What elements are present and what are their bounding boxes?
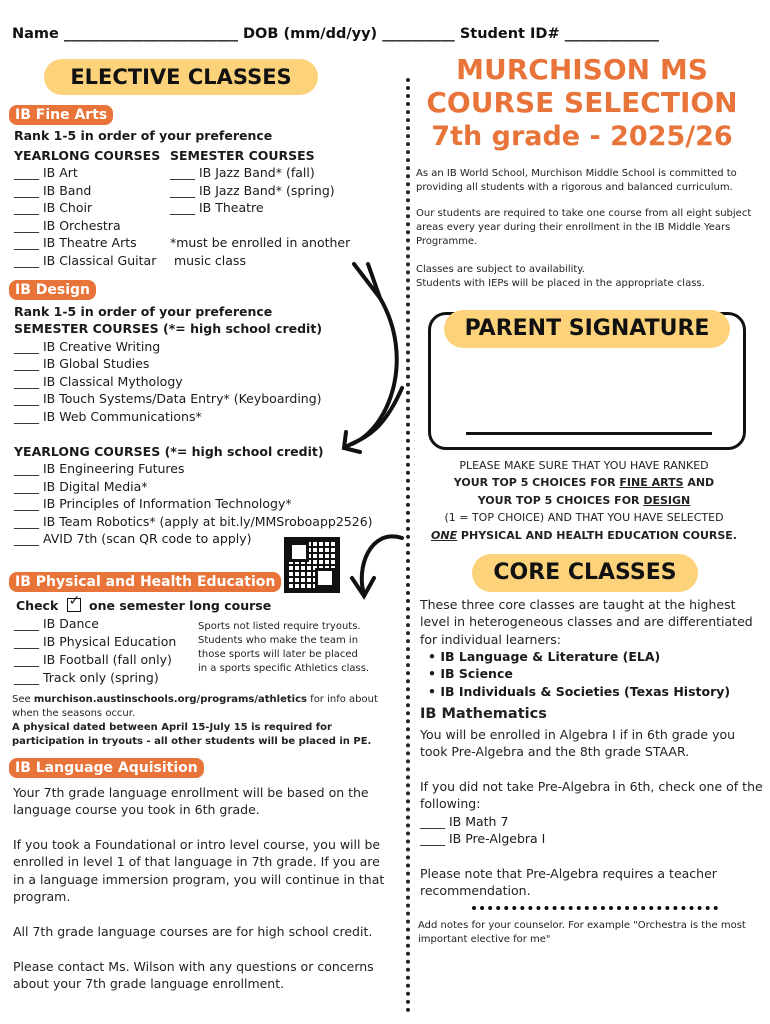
fine-arts-yearlong-5[interactable]: ____ IB Classical Guitar xyxy=(14,253,157,268)
name-field[interactable]: ________________________ xyxy=(63,26,238,42)
student-id-field[interactable]: _____________ xyxy=(564,26,659,42)
design-yearlong-0[interactable]: ____ IB Engineering Futures xyxy=(14,461,185,476)
one-emphasis: ONE xyxy=(431,528,458,542)
signature-line xyxy=(466,432,712,435)
pe-item-1[interactable]: ____ IB Physical Education xyxy=(14,634,177,649)
design-yearlong-header: YEARLONG COURSES (*= high school credit) xyxy=(14,444,324,459)
design-yearlong-1[interactable]: ____ IB Digital Media* xyxy=(14,479,148,494)
fine-arts-yearlong-4[interactable]: ____ IB Theatre Arts xyxy=(14,235,137,250)
pe-check-pre: Check xyxy=(16,598,59,613)
fine-arts-yearlong-0[interactable]: ____ IB Art xyxy=(14,165,78,180)
physical-note: A physical dated between April 15-July 15 is required for participation in tryouts - all other students will be placed in PE. xyxy=(12,722,372,747)
design-semester-1[interactable]: ____ IB Global Studies xyxy=(14,356,150,371)
core-item-1: • IB Science xyxy=(428,666,513,682)
reminder-l1: PLEASE MAKE SURE THAT YOU HAVE RANKED xyxy=(459,459,709,472)
arrows-graphic xyxy=(330,248,410,608)
column-divider xyxy=(406,78,410,1013)
athletics-link[interactable]: murchison.austinschools.org/programs/athletics xyxy=(33,694,307,705)
fine-arts-semester-0[interactable]: ____ IB Jazz Band* (fall) xyxy=(170,165,315,180)
core-classes-title: CORE CLASSES xyxy=(472,554,698,592)
design-semester-0[interactable]: ____ IB Creative Writing xyxy=(14,339,161,354)
intro-p1: As an IB World School, Murchison Middle School is committed to providing all students with a rigorous and balanced curriculum. xyxy=(416,168,737,193)
language-p4: Please contact Ms. Wilson with any questions or concerns about your 7th grade language enrollment. xyxy=(13,959,374,992)
arrow-to-design xyxy=(344,388,402,448)
fine-arts-yearlong-header: YEARLONG COURSES xyxy=(14,148,161,163)
core-list xyxy=(428,648,730,700)
reminder-l4: (1 = TOP CHOICE) AND THAT YOU HAVE SELECTED xyxy=(444,511,724,525)
design-tag: IB Design xyxy=(9,280,96,300)
dob-field[interactable]: __________ xyxy=(382,26,455,42)
fine-arts-note-1: *must be enrolled in another xyxy=(170,235,351,250)
title-line-2: COURSE SELECTION xyxy=(426,86,738,119)
dob-label: DOB (mm/dd/yy) xyxy=(243,26,378,42)
fine-arts-semester-header: SEMESTER COURSES xyxy=(170,148,315,163)
math-p2: If you did not take Pre-Algebra in 6th, check one of the following: xyxy=(420,779,763,812)
pe-check-post: one semester long course xyxy=(89,598,272,613)
sports-note: Sports not listed require tryouts. Students who make the team in those sports will later be placed in a sports specific Athletics class. xyxy=(198,621,370,674)
design-semester-2[interactable]: ____ IB Classical Mythology xyxy=(14,374,183,389)
see-post: for info about when the seasons occur. xyxy=(12,694,378,719)
title-line-3: 7th grade - 2025/26 xyxy=(431,121,733,152)
design-semester-3[interactable]: ____ IB Touch Systems/Data Entry* (Keyboarding) xyxy=(14,391,322,406)
math-option-1[interactable]: ____ IB Pre-Algebra I xyxy=(420,831,546,846)
design-yearlong-4[interactable]: ____ AVID 7th (scan QR code to apply) xyxy=(14,531,252,546)
core-item-2: • IB Individuals & Societies (Texas History) xyxy=(428,683,731,699)
see-pre: See xyxy=(12,694,31,705)
design-semester-4[interactable]: ____ IB Web Communications* xyxy=(14,409,202,424)
athletics-info xyxy=(12,693,388,721)
pe-tag: IB Physical and Health Education xyxy=(9,572,281,592)
design-yearlong-3[interactable]: ____ IB Team Robotics* (apply at bit.ly/MMSroboapp2526) xyxy=(14,514,373,529)
fine-arts-semester-2[interactable]: ____ IB Theatre xyxy=(170,200,264,215)
pe-check-instruction xyxy=(16,597,271,614)
language-p3: All 7th grade language courses are for high school credit. xyxy=(13,924,373,939)
reminder-l5: ONE PHYSICAL AND HEALTH EDUCATION COURSE. xyxy=(431,528,737,542)
counselor-notes-prompt[interactable]: Add notes for your counselor. For example "Orchestra is the most important elective for me" xyxy=(418,920,746,945)
intro-p3b: Students with IEPs will be placed in the appropriate class. xyxy=(416,278,705,289)
design-semester-header: SEMESTER COURSES (*= high school credit) xyxy=(14,321,323,336)
language-p2: If you took a Foundational or intro level course, you will be enrolled in level 1 of that language in 7th grade. If you are in a language immersion program, you will continue in that program. xyxy=(13,837,385,905)
checkbox-icon xyxy=(67,598,81,612)
arrow-to-fine-arts xyxy=(352,298,397,444)
fine-arts-note-2: music class xyxy=(174,253,246,268)
name-label: Name xyxy=(12,26,59,42)
language-tag: IB Language Aquisition xyxy=(9,758,204,778)
design-rank: Rank 1-5 in order of your preference xyxy=(14,304,273,319)
elective-classes-title: ELECTIVE CLASSES xyxy=(44,59,318,95)
design-emphasis: DESIGN xyxy=(643,493,691,507)
core-item-0: • IB Language & Literature (ELA) xyxy=(428,649,661,664)
math-p1: You will be enrolled in Algebra I if in 6th grade you took Pre-Algebra and the 8th grade STAAR. xyxy=(420,727,736,760)
fine-arts-tag: IB Fine Arts xyxy=(9,105,113,125)
arrowhead-fine-arts xyxy=(354,264,380,298)
reminder-l3: YOUR TOP 5 CHOICES FOR DESIGN xyxy=(477,493,691,507)
student-info-header xyxy=(12,26,760,42)
language-p1: Your 7th grade language enrollment will be based on the language course you took in 6th grade. xyxy=(13,785,369,818)
fine-arts-yearlong-3[interactable]: ____ IB Orchestra xyxy=(14,218,121,233)
notes-divider xyxy=(472,906,718,910)
parent-signature-title: PARENT SIGNATURE xyxy=(444,310,730,348)
math-p3: Please note that Pre-Algebra requires a teacher recommendation. xyxy=(420,866,717,899)
fine-arts-yearlong-1[interactable]: ____ IB Band xyxy=(14,183,92,198)
intro-p2: Our students are required to take one course from all eight subject areas every year during their enrollment in the IB Middle Years Programme. xyxy=(416,208,752,247)
fine-arts-emphasis: FINE ARTS xyxy=(619,476,684,490)
fine-arts-semester-1[interactable]: ____ IB Jazz Band* (spring) xyxy=(170,183,335,198)
core-intro: These three core classes are taught at the highest level in heterogeneous classes and are differentiated for individual learners: xyxy=(420,597,753,647)
reminder-l2: YOUR TOP 5 CHOICES FOR FINE ARTS AND xyxy=(453,476,715,490)
design-yearlong-2[interactable]: ____ IB Principles of Information Technology* xyxy=(14,496,292,511)
math-option-0[interactable]: ____ IB Math 7 xyxy=(420,814,509,829)
pe-item-0[interactable]: ____ IB Dance xyxy=(14,616,99,631)
pe-item-2[interactable]: ____ IB Football (fall only) xyxy=(14,652,172,667)
title-line-1: MURCHISON MS xyxy=(456,53,708,86)
fine-arts-yearlong-2[interactable]: ____ IB Choir xyxy=(14,200,93,215)
math-title: IB Mathematics xyxy=(420,706,547,722)
fine-arts-rank: Rank 1-5 in order of your preference xyxy=(14,128,273,143)
reminder-block xyxy=(414,457,754,544)
intro-p3a: Classes are subject to availability. xyxy=(416,264,585,275)
student-id-label: Student ID# xyxy=(459,26,560,42)
pe-item-3[interactable]: ____ Track only (spring) xyxy=(14,670,159,685)
